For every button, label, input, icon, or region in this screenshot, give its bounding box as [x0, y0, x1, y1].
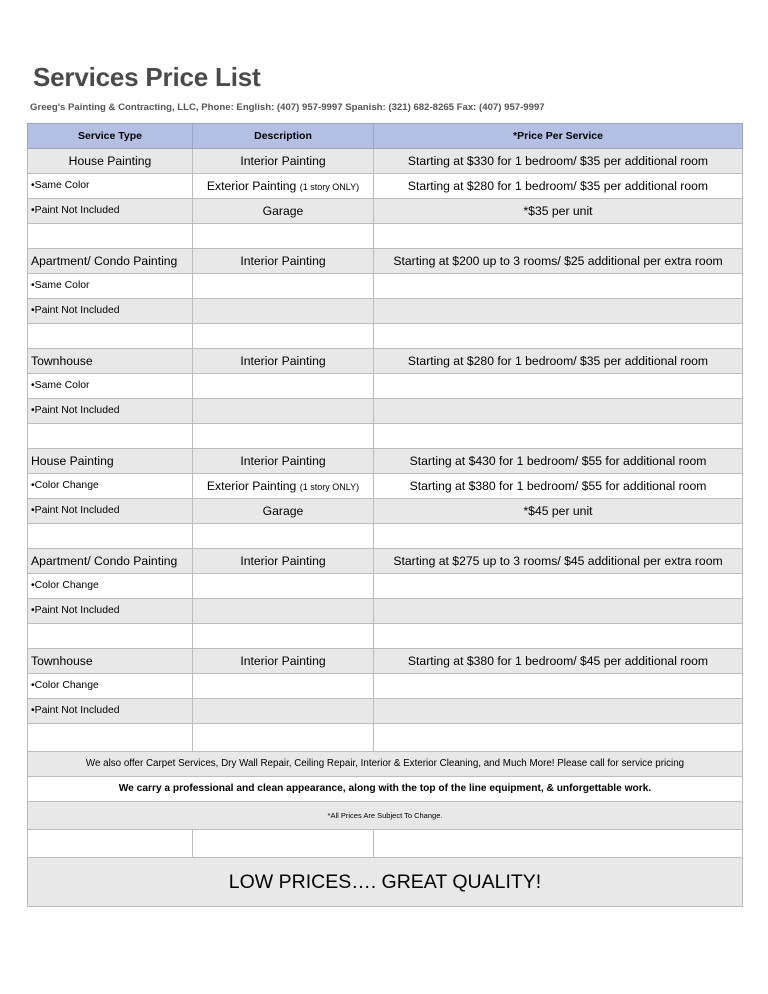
- price-cell: Starting at $280 for 1 bedroom/ $35 per additional room: [374, 349, 743, 374]
- service-type-cell: •Color Change: [28, 474, 193, 499]
- service-type-cell: Townhouse: [28, 349, 193, 374]
- service-type-cell: •Paint Not Included: [28, 199, 193, 224]
- service-type-cell: •Paint Not Included: [28, 399, 193, 424]
- price-cell: Starting at $330 for 1 bedroom/ $35 per additional room: [374, 149, 743, 174]
- service-type-cell: House Painting: [28, 149, 193, 174]
- service-type-cell: House Painting: [28, 449, 193, 474]
- table-row: [28, 349, 743, 374]
- table-row: [28, 549, 743, 574]
- additional-services-note: We also offer Carpet Services, Dry Wall Repair, Ceiling Repair, Interior & Exterior Cleaning, and Much More! Please call for service pricing: [28, 752, 743, 777]
- service-type-cell: •Paint Not Included: [28, 499, 193, 524]
- table-row: [28, 174, 743, 199]
- service-type-cell: •Same Color: [28, 374, 193, 399]
- service-type-cell: Townhouse: [28, 649, 193, 674]
- professional-row: [28, 777, 743, 802]
- description-cell: Interior Painting: [193, 649, 374, 674]
- service-type-cell: •Same Color: [28, 274, 193, 299]
- description-cell: Interior Painting: [193, 549, 374, 574]
- service-type-cell: •Color Change: [28, 674, 193, 699]
- header-row: [28, 124, 743, 149]
- table-row: [28, 149, 743, 174]
- slogan-row: [28, 858, 743, 907]
- table-row: [28, 399, 743, 424]
- price-cell: Starting at $280 for 1 bedroom/ $35 per additional room: [374, 174, 743, 199]
- description-note: (1 story ONLY): [299, 481, 360, 492]
- table-row: [28, 474, 743, 499]
- description-cell: Interior Painting: [193, 349, 374, 374]
- service-type-cell: Apartment/ Condo Painting: [28, 549, 193, 574]
- description-cell: Interior Painting: [193, 149, 374, 174]
- company-contact-line: Greeg's Painting & Contracting, LLC, Phone: English: (407) 957-9997 Spanish: (321) 682-8265 Fax: (407) 957-9997: [30, 102, 545, 113]
- service-type-cell: •Same Color: [28, 174, 193, 199]
- empty-row: [28, 524, 743, 549]
- table-row: [28, 274, 743, 299]
- table-row: [28, 299, 743, 324]
- price-table: [27, 123, 743, 907]
- price-cell: Starting at $380 for 1 bedroom/ $55 for additional room: [374, 474, 743, 499]
- table-row: [28, 449, 743, 474]
- description-cell: [193, 174, 374, 199]
- empty-row: [28, 724, 743, 752]
- description-cell: Garage: [193, 199, 374, 224]
- page-title: Services Price List: [33, 62, 261, 92]
- description-cell: Interior Painting: [193, 449, 374, 474]
- header-price: *Price Per Service: [374, 124, 743, 149]
- empty-row: [28, 424, 743, 449]
- service-type-cell: Apartment/ Condo Painting: [28, 249, 193, 274]
- description-cell: Garage: [193, 499, 374, 524]
- service-type-cell: •Paint Not Included: [28, 699, 193, 724]
- description-note: (1 story ONLY): [299, 181, 360, 192]
- table-row: [28, 699, 743, 724]
- table-row: [28, 499, 743, 524]
- price-cell: *$35 per unit: [374, 199, 743, 224]
- header-description: Description: [193, 124, 374, 149]
- table-row: [28, 374, 743, 399]
- description-cell: [193, 474, 374, 499]
- table-row: [28, 674, 743, 699]
- price-disclaimer: *All Prices Are Subject To Change.: [28, 802, 743, 830]
- service-type-cell: •Color Change: [28, 574, 193, 599]
- price-cell: *$45 per unit: [374, 499, 743, 524]
- disclaimer-row: [28, 802, 743, 830]
- header-service-type: Service Type: [28, 124, 193, 149]
- description-cell: Interior Painting: [193, 249, 374, 274]
- table-row: [28, 199, 743, 224]
- professional-statement: We carry a professional and clean appearance, along with the top of the line equipment, & unforgettable work.: [28, 777, 743, 802]
- table-row: [28, 649, 743, 674]
- price-cell: Starting at $430 for 1 bedroom/ $55 for additional room: [374, 449, 743, 474]
- table-row: [28, 249, 743, 274]
- table-row: [28, 574, 743, 599]
- price-cell: Starting at $200 up to 3 rooms/ $25 additional per extra room: [374, 249, 743, 274]
- description-text: Exterior Painting: [206, 178, 297, 193]
- offer-row: [28, 752, 743, 777]
- service-type-cell: •Paint Not Included: [28, 599, 193, 624]
- empty-row: [28, 224, 743, 249]
- table-row: [28, 599, 743, 624]
- price-cell: Starting at $275 up to 3 rooms/ $45 additional per extra room: [374, 549, 743, 574]
- empty-row: [28, 324, 743, 349]
- description-text: Exterior Painting: [206, 478, 297, 493]
- empty-row: [28, 830, 743, 858]
- slogan: LOW PRICES…. GREAT QUALITY!: [28, 858, 743, 907]
- service-type-cell: •Paint Not Included: [28, 299, 193, 324]
- empty-row: [28, 624, 743, 649]
- price-cell: Starting at $380 for 1 bedroom/ $45 per additional room: [374, 649, 743, 674]
